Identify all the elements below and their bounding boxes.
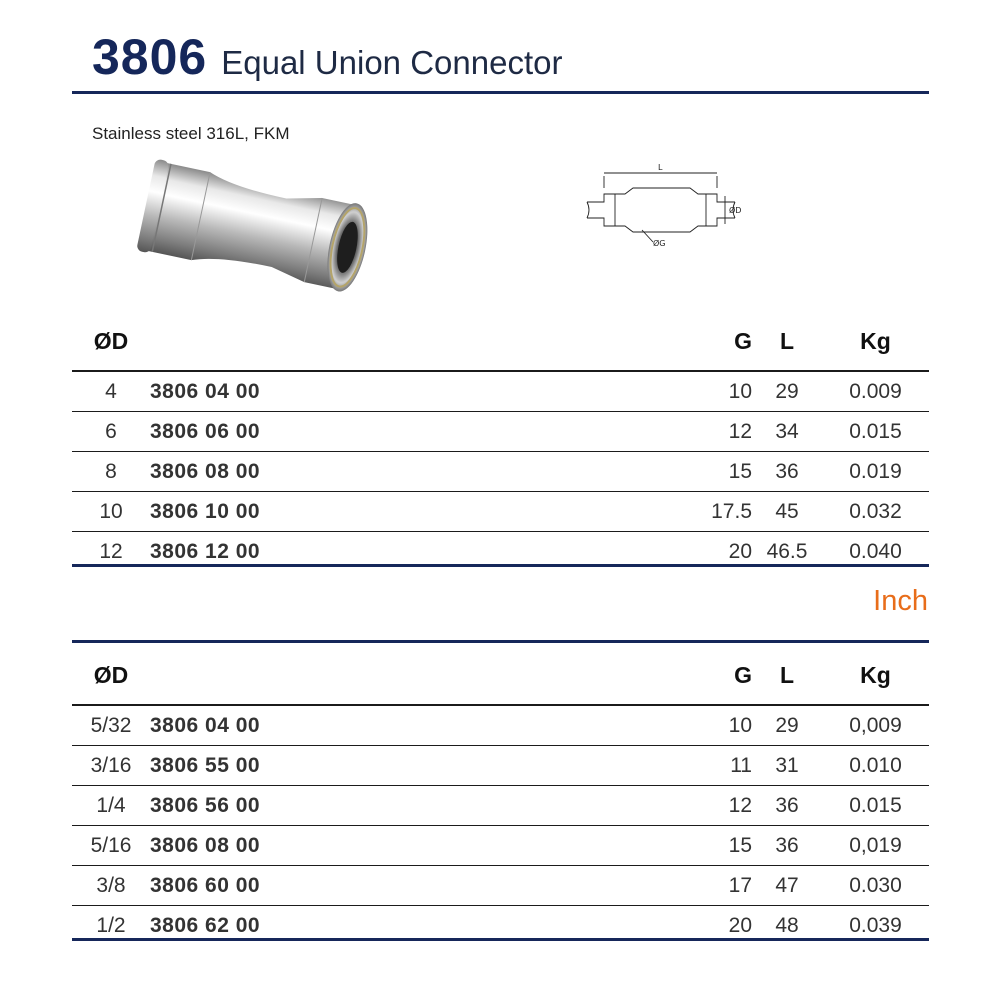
cell-g: 17.5 [650,492,752,532]
cell-g: 12 [650,786,752,826]
cell-l: 46.5 [752,532,822,572]
cell-d: 1/2 [72,906,150,946]
cell-l: 45 [752,492,822,532]
cell-d: 6 [72,412,150,452]
cell-ref: 3806 60 00 [150,866,650,906]
cell-g: 11 [650,746,752,786]
cell-l: 36 [752,786,822,826]
table-row [72,371,929,412]
cell-d: 5/16 [72,826,150,866]
cell-g: 17 [650,866,752,906]
product-code: 3806 [92,29,208,85]
column-header-l: L [779,327,795,354]
table-row [72,492,929,532]
cell-kg: 0.030 [822,866,929,906]
cell-d: 1/4 [72,786,150,826]
cell-kg: 0.015 [822,412,929,452]
metric-header-row [72,312,929,371]
cell-kg: 0.039 [822,906,929,946]
cell-g: 20 [650,906,752,946]
cell-d: 12 [72,532,150,572]
cell-g: 12 [650,412,752,452]
cell-kg: 0,019 [822,826,929,866]
cell-kg: 0.009 [822,371,929,412]
column-header-d: ØD [93,661,129,688]
cell-kg: 0.010 [822,746,929,786]
cell-ref: 3806 55 00 [150,746,650,786]
cell-d: 3/16 [72,746,150,786]
inch-header-row [72,646,929,705]
cell-ref: 3806 06 00 [150,412,650,452]
technical-drawing [575,158,755,248]
cell-kg: 0.019 [822,452,929,492]
column-header-kg: Kg [860,661,891,688]
cell-l: 36 [752,826,822,866]
table-row [72,826,929,866]
cell-ref: 3806 56 00 [150,786,650,826]
cell-g: 10 [650,371,752,412]
product-name: Equal Union Connector [221,44,563,81]
cell-d: 10 [72,492,150,532]
cell-l: 34 [752,412,822,452]
column-header-g: G [734,327,752,354]
cell-ref: 3806 10 00 [150,492,650,532]
cell-l: 31 [752,746,822,786]
cell-l: 47 [752,866,822,906]
metric-table-bottom-rule [72,564,929,567]
cell-g: 10 [650,705,752,746]
cell-ref: 3806 08 00 [150,452,650,492]
diameter-label: ØD [729,206,742,215]
length-label: L [658,163,663,172]
cell-kg: 0.040 [822,532,929,572]
cell-l: 29 [752,371,822,412]
table-row [72,705,929,746]
metric-table [72,312,929,571]
cell-g: 15 [650,452,752,492]
title-divider [72,91,929,94]
inch-section-label: Inch [873,585,928,617]
column-header-kg: Kg [860,327,891,354]
cell-kg: 0.032 [822,492,929,532]
table-row [72,746,929,786]
inch-table [72,646,929,945]
cell-ref: 3806 08 00 [150,826,650,866]
cell-g: 20 [650,532,752,572]
column-header-ref [150,646,650,705]
column-header-ref [150,312,650,371]
column-header-d: ØD [93,327,129,354]
column-header-g: G [734,661,752,688]
inch-table-top-rule [72,640,929,643]
connector-photo [130,150,375,300]
cell-d: 8 [72,452,150,492]
table-row [72,452,929,492]
inch-table-bottom-rule [72,938,929,941]
cell-g: 15 [650,826,752,866]
table-row [72,412,929,452]
cell-ref: 3806 62 00 [150,906,650,946]
cell-ref: 3806 04 00 [150,371,650,412]
cell-ref: 3806 04 00 [150,705,650,746]
table-row [72,786,929,826]
cell-d: 5/32 [72,705,150,746]
cell-ref: 3806 12 00 [150,532,650,572]
table-row [72,866,929,906]
material-spec: Stainless steel 316L, FKM [92,124,290,143]
cell-l: 29 [752,705,822,746]
cell-kg: 0,009 [822,705,929,746]
cell-l: 36 [752,452,822,492]
g-label: ØG [653,239,666,248]
cell-d: 3/8 [72,866,150,906]
cell-l: 48 [752,906,822,946]
cell-d: 4 [72,371,150,412]
page-title [92,28,562,88]
column-header-l: L [779,661,795,688]
cell-kg: 0.015 [822,786,929,826]
